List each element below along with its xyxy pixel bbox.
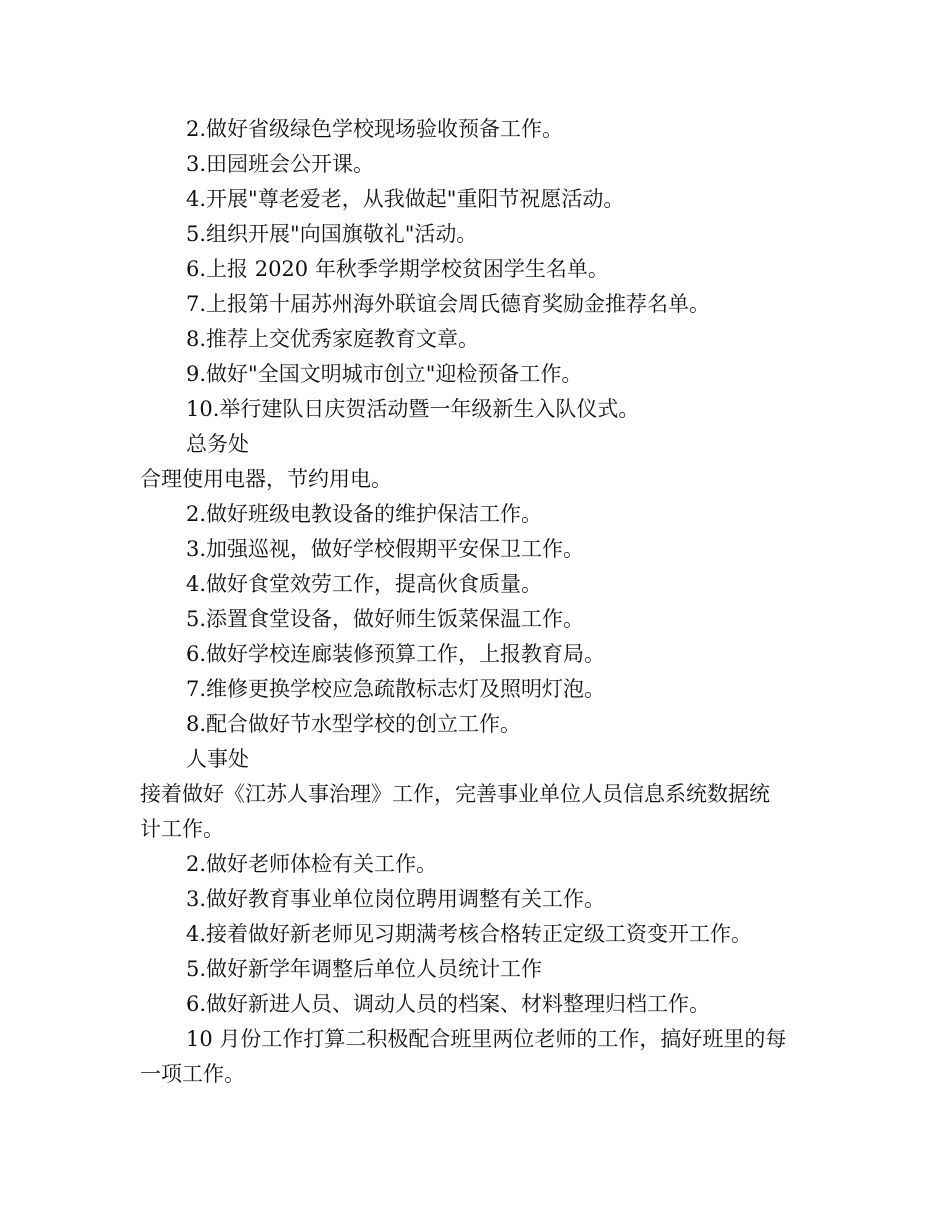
text-line: 3.田园班会公开课。 [186,152,375,176]
text-line: 人事处 [186,747,249,771]
text-line: 4.做好食堂效劳工作，提高伙食质量。 [186,572,543,596]
text-line: 2.做好省级绿色学校现场验收预备工作。 [186,117,564,141]
text-line: 9.做好"全国文明城市创立"迎检预备工作。 [186,362,583,386]
text-line: 5.组织开展"向国旗敬礼"活动。 [186,222,478,246]
text-line: 6.上报 2020 年秋季学期学校贫困学生名单。 [186,257,609,281]
text-line: 一项工作。 [140,1062,245,1086]
text-line: 合理使用电器，节约用电。 [140,467,392,491]
text-line: 5.添置食堂设备，做好师生饭菜保温工作。 [186,607,585,631]
text-line: 7.维修更换学校应急疏散标志灯及照明灯泡。 [186,677,606,701]
text-line: 2.做好老师体检有关工作。 [186,852,438,876]
text-line: 8.推荐上交优秀家庭教育文章。 [186,327,480,351]
text-line: 2.做好班级电教设备的维护保洁工作。 [186,502,543,526]
text-line: 6.做好新进人员、调动人员的档案、材料整理归档工作。 [186,992,711,1016]
text-line: 接着做好《江苏人事治理》工作，完善事业单位人员信息系统数据统 [140,782,770,806]
text-line: 4.开展"尊老爱老，从我做起"重阳节祝愿活动。 [186,187,625,211]
text-line: 3.做好教育事业单位岗位聘用调整有关工作。 [186,887,606,911]
text-line: 3.加强巡视，做好学校假期平安保卫工作。 [186,537,585,561]
text-line: 5.做好新学年调整后单位人员统计工作 [186,957,543,981]
text-line: 10 月份工作打算二积极配合班里两位老师的工作，搞好班里的每 [186,1027,787,1051]
text-line: 6.做好学校连廊装修预算工作，上报教育局。 [186,642,606,666]
document-body [140,112,820,1092]
text-line: 7.上报第十届苏州海外联谊会周氏德育奖励金推荐名单。 [186,292,711,316]
text-line: 8.配合做好节水型学校的创立工作。 [186,712,522,736]
text-line: 10.举行建队日庆贺活动暨一年级新生入队仪式。 [186,397,640,421]
text-line: 4.接着做好新老师见习期满考核合格转正定级工资变开工作。 [186,922,753,946]
text-line: 总务处 [186,432,249,456]
text-line: 计工作。 [140,817,224,841]
